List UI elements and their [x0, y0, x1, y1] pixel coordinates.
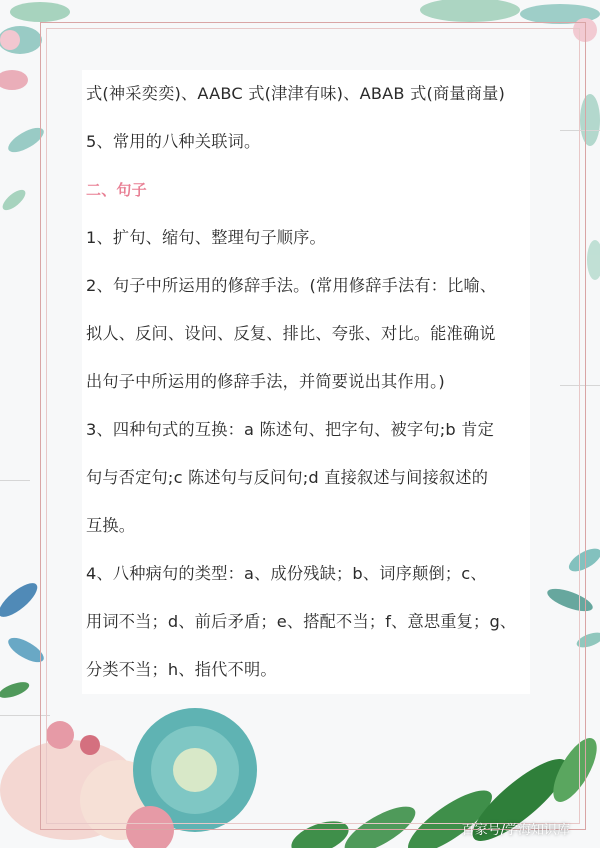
- text-line: 式(神采奕奕)、AABC 式(津津有味)、ABAB 式(商量商量): [86, 84, 506, 103]
- section-heading: 二、句子: [86, 181, 147, 199]
- text-line: 3、四种句式的互换：a 陈述句、把字句、被字句;b 肯定: [86, 420, 494, 439]
- text-line: 拟人、反问、设问、反复、排比、夸张、对比。能准确说: [86, 324, 496, 343]
- text-line: 5、常用的八种关联词。: [86, 132, 261, 151]
- document-body: [82, 70, 530, 694]
- text-line: 1、扩句、缩句、整理句子顺序。: [86, 228, 326, 247]
- source-watermark: 百家号/学海知识库: [461, 823, 570, 838]
- text-line: 分类不当；h、指代不明。: [86, 660, 277, 679]
- text-line: 句与否定句;c 陈述句与反问句;d 直接叙述与间接叙述的: [86, 468, 489, 487]
- text-line: 出句子中所运用的修辞手法，并简要说出其作用。): [86, 372, 445, 391]
- text-line: 4、八种病句的类型：a、成份残缺；b、词序颠倒；c、: [86, 564, 487, 583]
- text-line: 2、句子中所运用的修辞手法。(常用修辞手法有：比喻、: [86, 276, 497, 295]
- text-line: 互换。: [86, 516, 136, 535]
- text-line: 用词不当；d、前后矛盾；e、搭配不当；f、意思重复；g、: [86, 612, 517, 631]
